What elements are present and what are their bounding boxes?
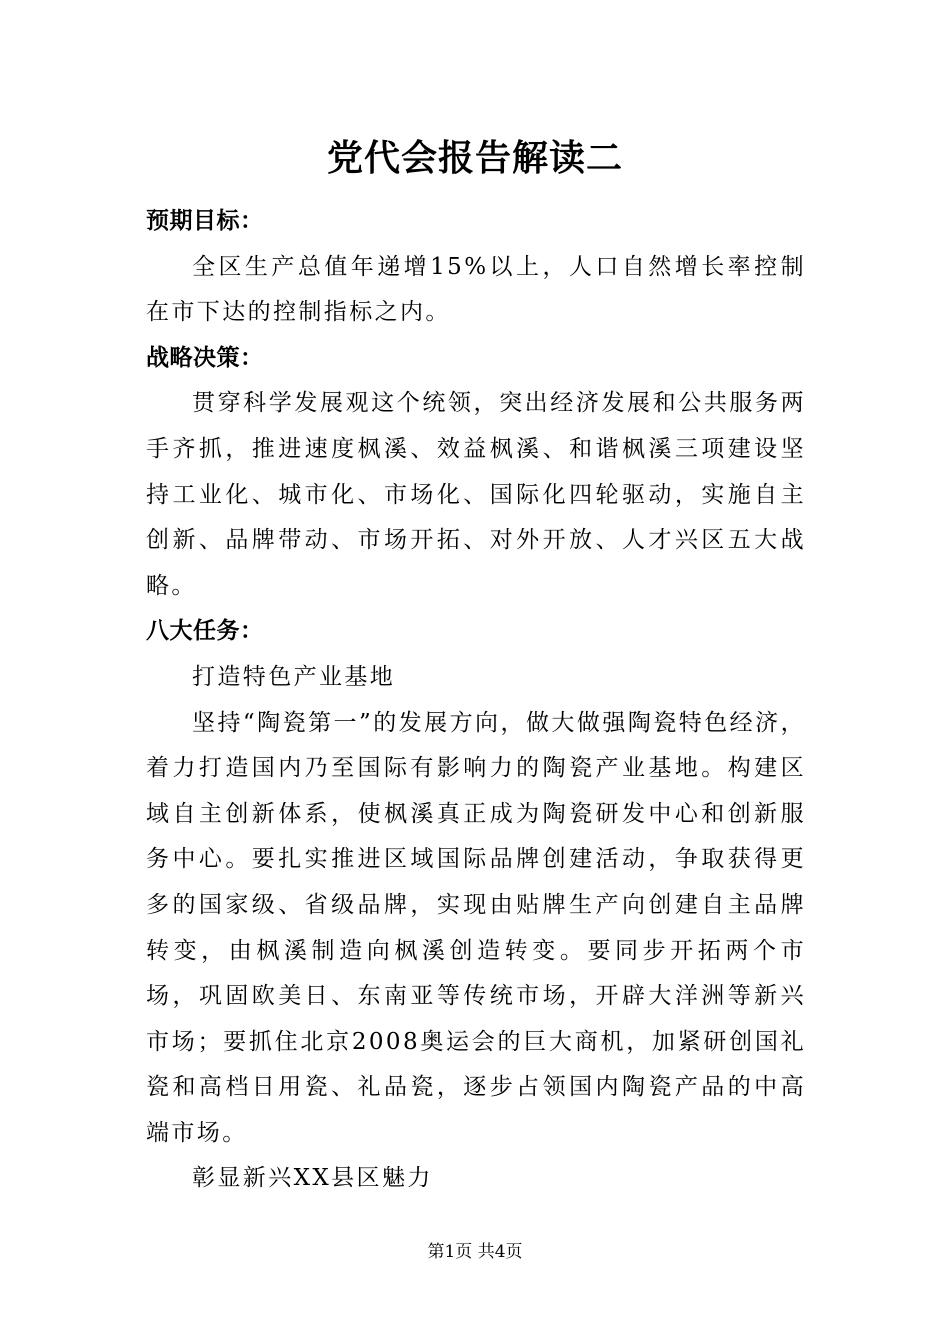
paragraph-task-body-1: 坚持“陶瓷第一”的发展方向，做大做强陶瓷特色经济，着力打造国内乃至国际有影响力的陶瓷产业基地。构建区域自主创新体系，使枫溪真正成为陶瓷研发中心和创新服务中心。要扎实推进区域国际品牌创建活动，争取获得更多的国家级、省级品牌，实现由贴牌生产向创建自主品牌转变，由枫溪制造向枫溪创造转变。要同步开拓两个市场，巩固欧美日、东南亚等传统市场，开辟大洋洲等新兴市场；要抓住北京2008奥运会的巨大商机，加紧研创国礼瓷和高档日用瓷、礼品瓷，逐步占领国内陶瓷产品的中高端市场。 — [146, 709, 806, 1146]
paragraph-task-title-2: 彰显新兴XX县区魅力 — [192, 1165, 433, 1192]
document-title: 党代会报告解读二 — [326, 137, 623, 179]
section-heading-tasks: 八大任务： — [146, 618, 264, 645]
page-footer: 第1页 共4页 — [427, 1242, 523, 1262]
paragraph-goals: 全区生产总值年递增15%以上，人口自然增长率控制在市下达的控制指标之内。 — [146, 253, 806, 326]
paragraph-task-title-1: 打造特色产业基地 — [192, 663, 396, 690]
paragraph-strategy: 贯穿科学发展观这个统领，突出经济发展和公共服务两手齐抓，推进速度枫溪、效益枫溪、和谐枫溪三项建设坚持工业化、城市化、市场化、国际化四轮驱动，实施自主创新、品牌带动、市场开拓、对外开放、人才兴区五大战略。 — [146, 390, 806, 599]
section-heading-goals: 预期目标： — [146, 208, 264, 234]
document-body — [146, 199, 806, 1202]
section-heading-strategy: 战略决策： — [146, 344, 264, 371]
